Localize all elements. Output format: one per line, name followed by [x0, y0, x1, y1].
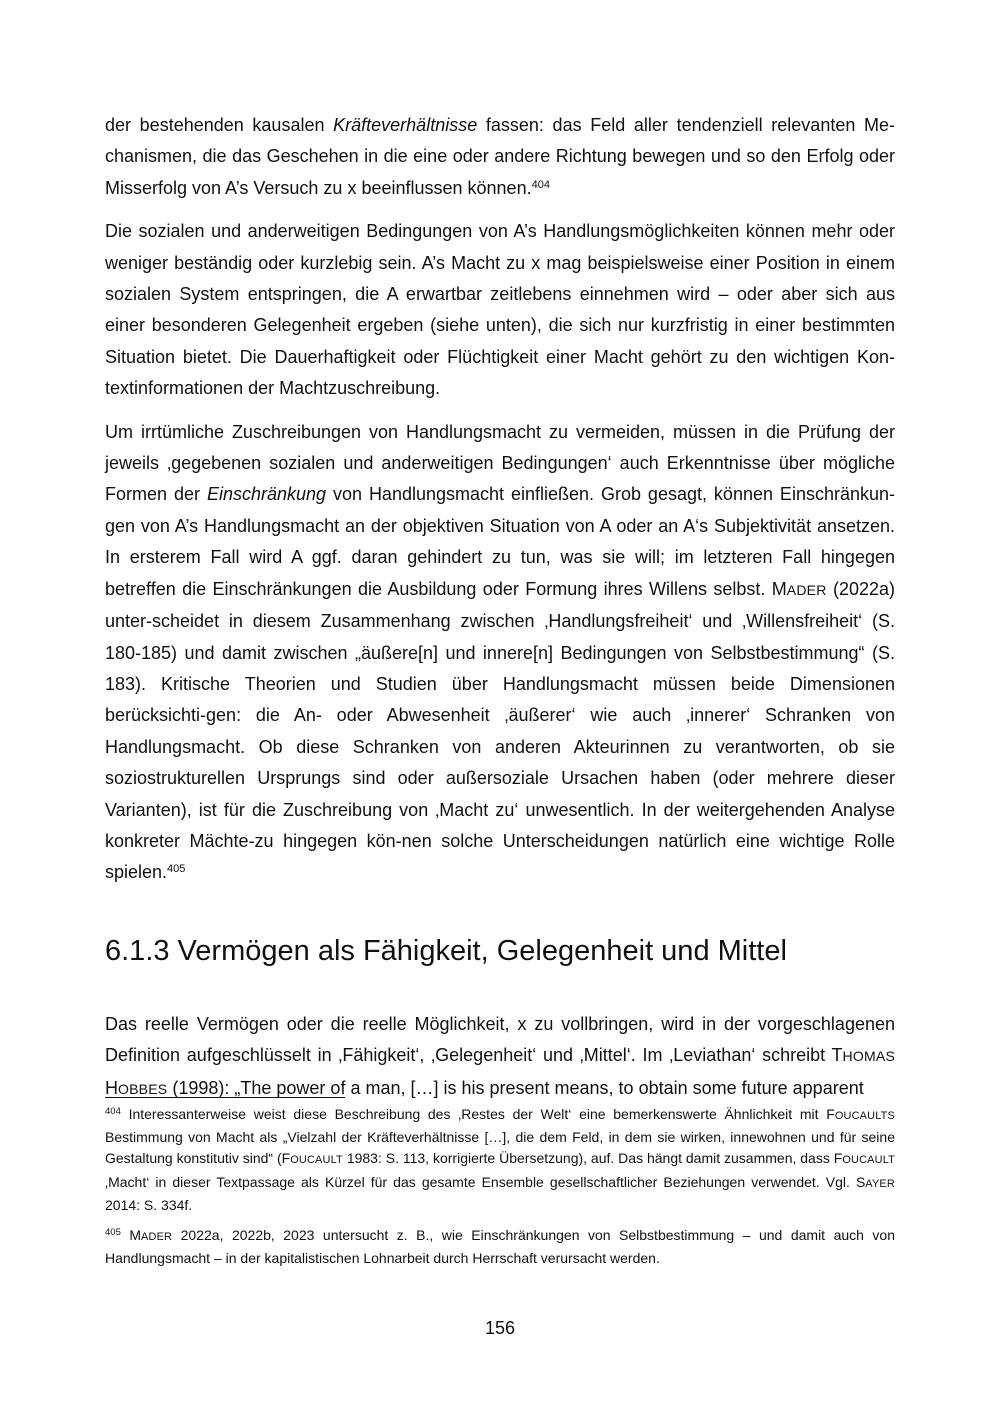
footnotes — [105, 1104, 895, 1278]
footnote: $^{405}$ MADER 2022a, 2022b, 2023 untersucht z. B., wie Einschränkungen von Selbstbestimmung – und damit auch von Handlungsmacht – in der kapitalistischen Lohnarbeit durch Herrschaft verursacht werden. — [105, 1227, 895, 1267]
page-number: 156 — [484, 1318, 516, 1338]
author-name: MADER — [129, 1227, 173, 1244]
emphasis-term: Kräfteverhältnisse — [333, 115, 478, 135]
body-paragraph: Das reelle Vermögen oder die reelle Möglichkeit, x zu vollbringen, wird in der vorgeschlagenen Definition aufgeschlüsselt in ‚Fähigkeit‘, ‚Gelegenheit‘ und ‚Mittel‘. Im ‚Leviathan‘ schreibt THOMAS HOBBES (1998): „The power of a man, […] is his present means, to obtain some future apparent — [105, 1013, 895, 1098]
body-paragraph: Um irrtümliche Zuschreibungen von Handlungsmacht zu vermeiden, müssen in die Prüfung der jeweils ‚gegebenen sozialen und anderweitigen Bedingungen‘ auch Erkenntnisse über mögliche Formen der Einschränkung von Handlungsmacht einfließen. Grob gesagt, können Einschränkun-gen von A’s Handlungsmacht an der objektiven Situation von A oder an A‘s Subjektivität ansetzen. In ersterem Fall wird A ggf. daran gehindert zu tun, was sie will; im letzteren Fall hingegen betreffen die Einschränkungen die Ausbildung oder Formung ihres Willens selbst. MADER (2022a) unter-scheidet in diesem Zusammenhang zwischen ‚Handlungsfreiheit‘ und ‚Willensfreiheit‘ (S. 180-185) und damit zwischen „äußere[n] und innere[n] Bedingungen von Selbstbestimmung“ (S. 183). Kritische Theorien und Studien über Handlungsmacht müssen beide Dimensionen berücksichti-gen: die An- oder Abwesenheit ‚äußerer‘ wie auch ‚innerer‘ Schranken von Handlungsmacht. Ob diese Schranken von anderen Akteurinnen zu verantworten, ob sie soziostrukturellen Ursprungs sind oder außersoziale Ursachen haben (oder mehrere dieser Varianten), ist für die Zuschreibung von ‚Macht zu‘ unwesentlich. In der weitergehenden Analyse konkreter Mächte-zu hingegen kön-nen solche Unterscheidungen natürlich eine wichtige Rolle spielen.$^{405}$ — [105, 421, 895, 883]
footnote-marker: 404 — [531, 178, 550, 191]
author-name: SAYER — [855, 1173, 895, 1190]
footnote-marker: 404 — [105, 1106, 121, 1117]
main-text — [105, 110, 895, 1117]
footnote-marker: 405 — [105, 1227, 121, 1239]
body-paragraph: der bestehenden kausalen Kräfteverhältnisse fassen: das Feld aller tendenziell relevanten Me-chanismen, die das Geschehen in die eine oder andere Richtung bewegen und so den Erfolg oder Misserfolg von A’s Versuch zu x beeinflussen können.$^{404}$ — [105, 115, 896, 198]
body-paragraph: Die sozialen und anderweitigen Bedingungen von A’s Handlungsmöglichkeiten können mehr oder weniger beständig oder kurzlebig sein. A’s Macht zu x mag beispielsweise einer Position in einem sozialen System entspringen, die A erwartbar zeitlebens einnehmen wird – oder aber sich aus einer besonderen Gelegenheit ergeben (siehe unten), die sich nur kurzfristig in einer bestimmten Situation bietet. Die Dauerhaftigkeit oder Flüchtigkeit einer Macht gehört zu den wichtigen Kon-textinformationen der Machtzuschreibung. — [105, 221, 895, 399]
author-name: FOUCAULT — [281, 1150, 343, 1167]
author-name: MADER — [771, 578, 827, 599]
footnote-marker: 405 — [167, 863, 186, 876]
footnote-separator — [105, 1097, 345, 1098]
author-name: FOUCAULT — [833, 1150, 896, 1167]
emphasis-term: Einschränkung — [206, 484, 327, 505]
author-name: FOUCAULTS — [826, 1106, 895, 1122]
author-name: THOMAS HOBBES — [105, 1045, 895, 1098]
footnote: $^{404}$ Interessanterweise weist diese Beschreibung des ‚Restes der Welt‘ eine bemerkenswerte Ähnlichkeit mit FOUCAULTS Bestimmung von Macht als „Vielzahl der Kräfteverhältnisse […], die dem Feld, in dem sie wirken, innewohnen und für seine Gestaltung konstitutiv sind“ (FOUCAULT 1983: S. 113, korrigierte Übersetzung), auf. Das hängt damit zusammen, dass FOUCAULT ‚Macht‘ in dieser Textpassage als Kürzel für das gesamte Ensemble gesellschaftlicher Beziehungen verwendet. Vgl. SAYER 2014: S. 334f. — [105, 1106, 896, 1213]
section-heading: 6.1.3 Vermögen als Fähigkeit, Gelegenheit und Mittel — [105, 934, 787, 967]
